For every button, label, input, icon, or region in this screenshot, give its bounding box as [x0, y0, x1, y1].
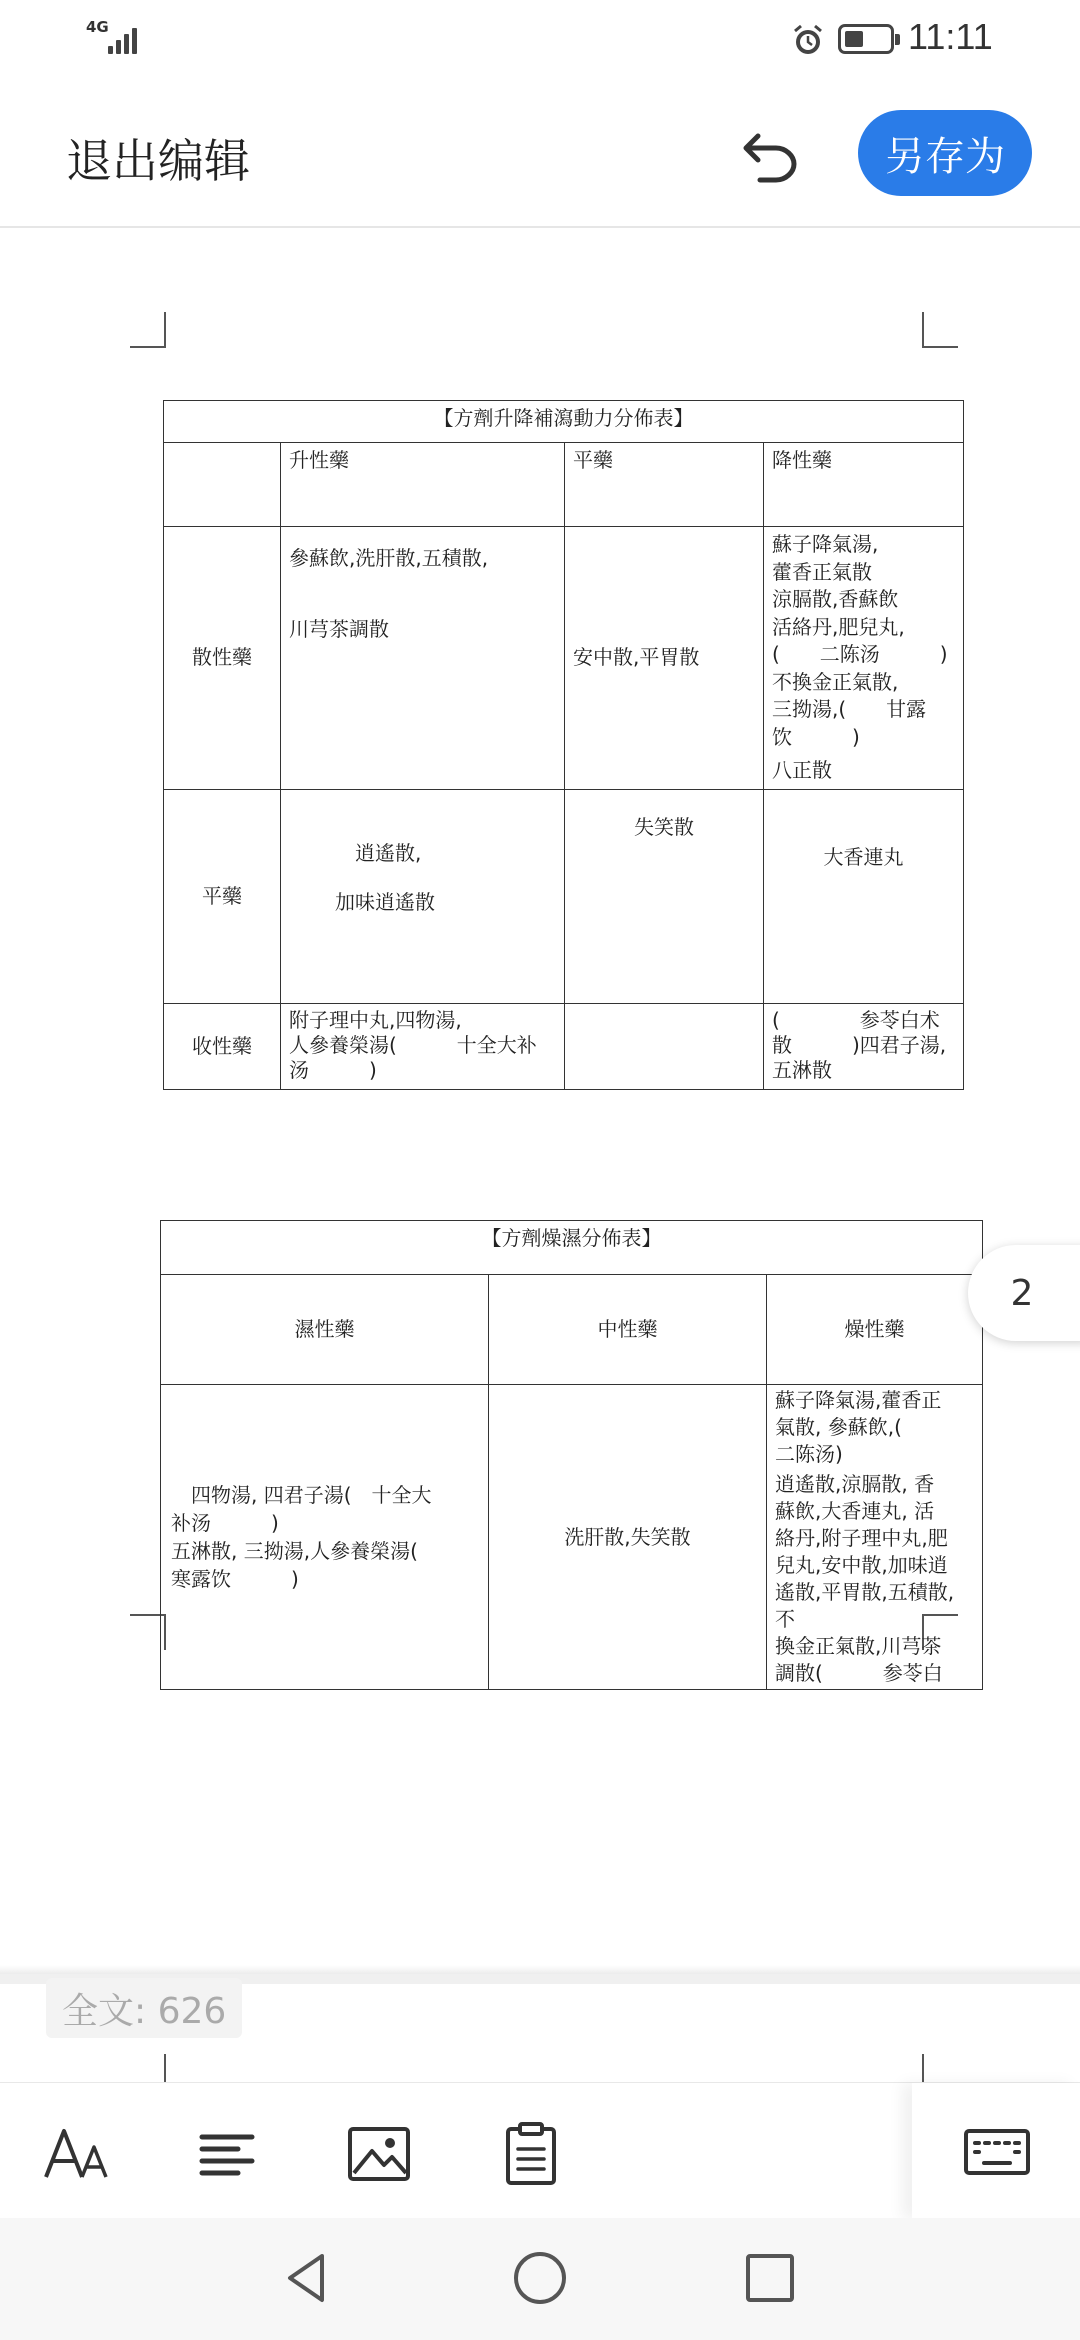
cell-text: 八正散	[772, 758, 832, 782]
system-nav-bar	[0, 2218, 1080, 2340]
table-header-cell: 中性藥	[489, 1275, 767, 1385]
undo-icon[interactable]	[736, 118, 806, 188]
table-cell	[764, 527, 964, 790]
cell-text: 二陈汤)	[775, 1442, 843, 1466]
cell-text: 蘇子降氣湯,藿香正	[775, 1388, 942, 1412]
row-label: 散性藥	[164, 527, 281, 790]
table-header-cell: 降性藥	[764, 443, 964, 527]
table-row	[161, 1385, 983, 1690]
table-title: 【方劑升降補瀉動力分佈表】	[164, 401, 964, 443]
table-cell: 洗肝散,失笑散	[489, 1385, 767, 1690]
cell-text: 不	[775, 1607, 795, 1631]
cell-text: 补汤 )	[171, 1511, 279, 1535]
document-area[interactable]	[0, 228, 1080, 2082]
status-bar	[0, 0, 1080, 80]
keyboard-icon[interactable]	[962, 2117, 1032, 2187]
keyboard-button[interactable]	[912, 2083, 1080, 2219]
cell-text: 遙散,平胃散,五積散,	[775, 1580, 955, 1604]
table-row	[164, 789, 964, 1003]
cell-text: 氣散, 參蘇飲,(	[775, 1415, 902, 1439]
app-bar	[0, 80, 1080, 228]
table-header-cell: 濕性藥	[161, 1275, 489, 1385]
cell-text: 活絡丹,肥兒丸,	[772, 614, 905, 639]
page-corner-mark	[922, 2054, 958, 2082]
font-size-icon[interactable]	[42, 2119, 112, 2189]
cell-text: 不換金正氣散,	[772, 669, 899, 694]
word-count: 全文: 626	[46, 1978, 242, 2038]
cell-text: 四物湯, 四君子湯( 十全大	[171, 1483, 432, 1507]
page-corner-mark	[922, 312, 958, 348]
cell-text: 逍遙散,涼膈散, 香	[775, 1472, 935, 1496]
cell-text: 川芎茶調散	[289, 617, 389, 641]
battery-icon	[838, 24, 894, 54]
signal-icon	[86, 20, 142, 56]
table-row	[164, 1003, 964, 1089]
row-label: 收性藥	[164, 1003, 281, 1089]
network-type: 4G	[86, 18, 109, 36]
cell-text: 調散( 参苓白	[775, 1661, 943, 1685]
cell-text: 汤 )	[289, 1057, 377, 1082]
page-number-badge[interactable]: 2	[968, 1245, 1080, 1341]
table-cell: 安中散,平胃散	[565, 527, 764, 790]
cell-text: 絡丹,附子理中丸,肥	[775, 1526, 948, 1550]
table-row	[164, 527, 964, 790]
table-cell: 失笑散	[565, 789, 764, 1003]
recents-square-icon[interactable]	[740, 2248, 800, 2308]
bottom-toolbar	[0, 2082, 1080, 2219]
cell-text: ( 参苓白术	[772, 1007, 940, 1032]
dry-wet-distribution-table[interactable]	[160, 1220, 983, 1690]
cell-text: 蘇飲,大香連丸, 活	[775, 1499, 935, 1523]
page-corner-mark	[130, 2054, 166, 2082]
lift-lower-distribution-table[interactable]	[163, 400, 964, 1090]
table-title: 【方劑燥濕分佈表】	[161, 1221, 983, 1275]
table-header-cell: 燥性藥	[767, 1275, 983, 1385]
cell-text: 逍遙散,	[355, 840, 422, 865]
cell-text: ( 二陈汤 )	[772, 642, 948, 666]
table-cell	[565, 1003, 764, 1089]
table-cell	[281, 789, 565, 1003]
table-cell	[281, 527, 565, 790]
status-time: 11:11	[908, 16, 993, 57]
cell-text: 涼膈散,香蘇飲	[772, 587, 899, 611]
page-shadow	[0, 1965, 1080, 1974]
cell-text: 五淋散, 三拗湯,人參養榮湯(	[171, 1539, 418, 1563]
table-cell	[281, 1003, 565, 1089]
back-triangle-icon[interactable]	[278, 2248, 338, 2308]
cell-text: 饮 )	[772, 724, 860, 749]
table-header-cell	[164, 443, 281, 527]
alarm-icon	[790, 22, 826, 58]
table-header-cell: 升性藥	[281, 443, 565, 527]
home-circle-icon[interactable]	[510, 2248, 570, 2308]
page-corner-mark	[130, 312, 166, 348]
table-cell	[767, 1385, 983, 1690]
cell-text: 兒丸,安中散,加味逍	[775, 1553, 948, 1577]
cell-text: 三拗湯,( 甘露	[772, 697, 927, 721]
table-header-cell: 平藥	[565, 443, 764, 527]
row-label: 平藥	[164, 789, 281, 1003]
cell-text: 附子理中丸,四物湯,	[289, 1007, 462, 1032]
clipboard-icon[interactable]	[496, 2119, 566, 2189]
save-as-button[interactable]: 另存为	[858, 110, 1032, 196]
cell-text: 五淋散	[772, 1057, 832, 1082]
cell-text: 蘇子降氣湯,	[772, 532, 879, 556]
table-cell	[764, 1003, 964, 1089]
cell-text: 寒露饮 )	[171, 1567, 299, 1591]
cell-text: 藿香正氣散	[772, 559, 872, 584]
cell-text: 參蘇飲,洗肝散,五積散,	[289, 546, 489, 570]
paragraph-align-icon[interactable]	[192, 2119, 262, 2189]
cell-text: 人參養榮湯( 十全大补	[289, 1032, 537, 1057]
exit-edit-button[interactable]: 退出编辑	[66, 134, 250, 188]
table-cell	[161, 1385, 489, 1690]
cell-text: 加味逍遙散	[335, 889, 435, 914]
cell-text: 換金正氣散,川芎茶	[775, 1634, 942, 1658]
cell-text: 散 )四君子湯,	[772, 1032, 947, 1057]
image-icon[interactable]	[344, 2119, 414, 2189]
table-cell: 大香連丸	[764, 789, 964, 1003]
